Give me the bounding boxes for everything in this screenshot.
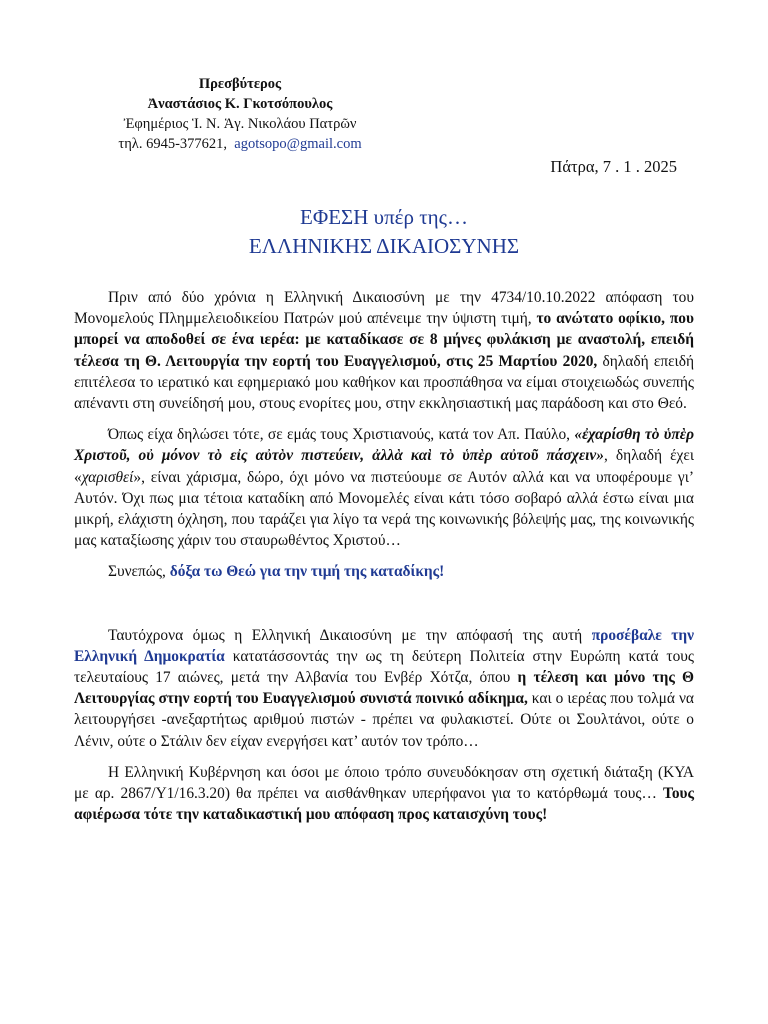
sender-phone: τηλ. 6945-377621, — [118, 136, 228, 152]
paragraph-3: Συνεπώς, δόξα τω Θεώ για την τιμή της καταδίκης! — [108, 563, 445, 581]
title-line-2: ΕΛΛΗΝΙΚΗΣ ΔΙΚΑΙΟΣΥΝΗΣ — [248, 234, 520, 258]
sender-title: Πρεσβύτερος — [198, 76, 282, 92]
paragraph-5: Η Ελληνική Κυβέρνηση και όσοι με όποιο τρόπο συνευδόκησαν στη σχετική διάταξη (ΚΥΑ με αρ. 2867/Υ1/16.3.20) θα πρέπει να αισθάνθηκαν υπερήφανοι για το κατόρθωμά τους… Τους αφιέρωσα τότε την καταδικαστική μου απόφαση προς καταισχύνη τους! — [74, 763, 694, 824]
paragraph-1: Πριν από δύο χρόνια η Ελληνική Δικαιοσύνη με την 4734/10.10.2022 απόφαση του Μονομελούς Πλημμελειοδικείου Πατρών μού απένειμε την ύψιστη τιμή, το ανώτατο οφίκιο, που μπορεί να αποδοθεί σε ένα ιερέα: με καταδίκασε σε 8 μήνες φυλάκιση με αναστολή, επειδή τέλεσα τη Θ. Λειτουργία την εορτή του Ευαγγελισμού, στις 25 Μαρτίου 2020, δηλαδή επειδή επιτέλεσα το ιερατικό και εφημεριακό μου καθήκον και προσπάθησα να είμαι στοιχειωδώς συνεπής απέναντι στη συνείδησή μου, στους ενορίτες μου, στην εκκλησιαστική μας παράδοση και στο Θεό. — [74, 289, 694, 413]
sender-contact — [60, 134, 420, 154]
document-title — [0, 203, 768, 261]
sender-position: Ἐφημέριος Ἱ. Ν. Ἁγ. Νικολάου Πατρῶν — [123, 116, 357, 132]
sender-name: Ἀναστάσιος Κ. Γκοτσόπουλος — [147, 96, 333, 112]
paragraph-2: Όπως είχα δηλώσει τότε, σε εμάς τους Χριστιανούς, κατά τον Απ. Παύλο, «ἐχαρίσθη τὸ ὑπὲρ Χριστοῦ, οὐ μόνον τὸ εἰς αὐτὸν πιστεύειν, ἀλλὰ καὶ τὸ ὑπὲρ αὐτοῦ πάσχειν», δηλαδή έχει «χαρισθεί», είναι χάρισμα, δώρο, όχι μόνο να πιστεύουμε σε Αυτόν αλλά και να υποφέρουμε γι’ Αυτόν. Όχι πως μια τέτοια καταδίκη από Μονομελές είναι κάτι τόσο σοβαρό αλλά έστω είναι μια μικρή, ελάχιστη όχληση, που ταράζει για λίγο τα νερά της κοινωνικής βόλεψής μας, της κοινωνικής μας καταξίωσης χάριν του σταυρωθέντος Χριστού… — [74, 426, 694, 550]
title-line-1: ΕΦΕΣΗ υπέρ της… — [300, 205, 468, 229]
document-body — [74, 287, 694, 835]
document-date: Πάτρα, 7 . 1 . 2025 — [550, 157, 677, 176]
sender-email-link[interactable]: agotsopo@gmail.com — [234, 136, 362, 152]
sender-header — [60, 74, 420, 154]
scripture-quote: «ἐχαρίσθη τὸ ὑπὲρ Χριστοῦ, οὐ μόνον τὸ εἰς αὐτὸν πιστεύειν, ἀλλὰ καὶ τὸ ὑπὲρ αὐτοῦ πάσχειν» — [74, 426, 694, 465]
paragraph-4: Ταυτόχρονα όμως η Ελληνική Δικαιοσύνη με την απόφασή της αυτή προσέβαλε την Ελληνική Δημοκρατία κατατάσσοντάς την ως τη δεύτερη Πολιτεία στην Ευρώπη κατά τους τελευταίους 17 αιώνες, μετά την Αλβανία του Ενβέρ Χότζα, όπου η τέλεση και μόνο της Θ Λειτουργίας στην εορτή του Ευαγγελισμού συνιστά ποινικό αδίκημα, και ο ιερέας που τολμά να λειτουργήσει -ανεξαρτήτως αριθμού πιστών - πρέπει να φυλακιστεί. Ούτε οι Σουλτάνοι, ούτε ο Λένιν, ούτε ο Στάλιν δεν είχαν ενεργήσει κατ’ αυτόν τον τρόπο… — [74, 626, 695, 750]
